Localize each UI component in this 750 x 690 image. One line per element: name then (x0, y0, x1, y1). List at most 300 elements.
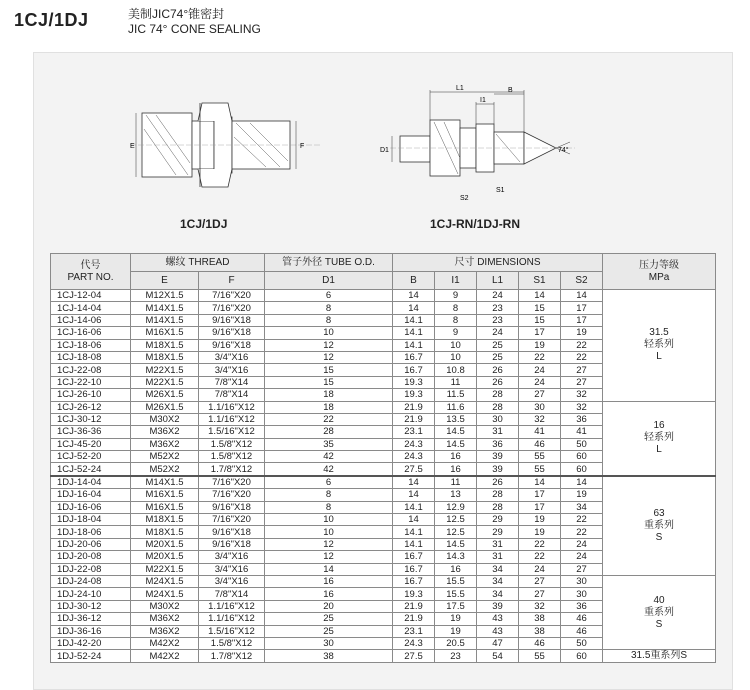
table-cell: 30 (561, 588, 603, 600)
header-e: E (131, 272, 199, 290)
table-cell: 22 (561, 526, 603, 538)
title-chinese: 美制JIC74°锥密封 (128, 7, 225, 21)
table-cell: 1CJ-26-12 (51, 401, 131, 413)
table-cell: 17 (519, 489, 561, 501)
table-cell: 28 (477, 501, 519, 513)
table-cell: 1DJ-16-04 (51, 489, 131, 501)
table-cell: 17 (561, 314, 603, 326)
table-row (51, 476, 716, 489)
table-cell: 16 (435, 451, 477, 463)
table-cell: M36X2 (131, 438, 199, 450)
table-cell: 31 (477, 551, 519, 563)
header-part-en: PART NO. (67, 271, 114, 283)
pressure-rating-cell: 31.5 轻系列 L (603, 290, 716, 402)
table-cell: 27.5 (393, 650, 435, 663)
label-f: F (300, 143, 305, 150)
table-cell: 14 (393, 302, 435, 314)
title-english: JIC 74° CONE SEALING (128, 22, 261, 36)
table-cell: 27 (561, 376, 603, 388)
table-cell: 19 (519, 339, 561, 351)
label-i1: I1 (480, 97, 486, 104)
table-cell: 14.1 (393, 526, 435, 538)
table-cell: 1CJ-52-24 (51, 463, 131, 476)
table-row (51, 575, 716, 587)
table-cell: 10 (435, 339, 477, 351)
pressure-rating-cell: 40 重系列 S (603, 575, 716, 649)
table-cell: 1.7/8"X12 (199, 650, 265, 663)
table-cell: 1CJ-18-08 (51, 351, 131, 363)
table-cell: 1CJ-16-06 (51, 327, 131, 339)
table-cell: 25 (265, 625, 393, 637)
table-cell: 1.1/16"X12 (199, 401, 265, 413)
table-cell: 24.3 (393, 438, 435, 450)
table-cell: 1DJ-36-16 (51, 625, 131, 637)
table-cell: M20X1.5 (131, 551, 199, 563)
table-cell: 7/16"X20 (199, 514, 265, 526)
label-s1: S1 (496, 187, 505, 194)
table-cell: 17 (561, 302, 603, 314)
table-cell: 25 (477, 351, 519, 363)
header-i1: I1 (435, 272, 477, 290)
table-cell: 1.1/16"X12 (199, 600, 265, 612)
table-cell: 28 (477, 489, 519, 501)
table-cell: 28 (477, 389, 519, 401)
table-cell: M18X1.5 (131, 351, 199, 363)
table-cell: 55 (519, 650, 561, 663)
table-cell: 39 (477, 600, 519, 612)
table-cell: 14 (561, 476, 603, 489)
table-cell: 1CJ-14-06 (51, 314, 131, 326)
table-cell: 12 (265, 339, 393, 351)
table-cell: 46 (519, 438, 561, 450)
table-cell: 13.5 (435, 413, 477, 425)
table-cell: 42 (265, 451, 393, 463)
table-cell: 8 (265, 302, 393, 314)
table-cell: 30 (477, 413, 519, 425)
table-cell: 19.3 (393, 389, 435, 401)
table-cell: M16X1.5 (131, 501, 199, 513)
table-cell: 24 (561, 538, 603, 550)
table-cell: 27 (519, 588, 561, 600)
table-cell: 60 (561, 451, 603, 463)
label-d1: D1 (380, 147, 389, 154)
table-cell: 1DJ-30-12 (51, 600, 131, 612)
table-cell: 22 (561, 351, 603, 363)
table-cell: 7/8"X14 (199, 588, 265, 600)
table-cell: 11.5 (435, 389, 477, 401)
table-cell: M14X1.5 (131, 302, 199, 314)
header-l1: L1 (477, 272, 519, 290)
table-cell: 8 (265, 314, 393, 326)
label-b: B (508, 87, 513, 94)
table-cell: 55 (519, 463, 561, 476)
table-cell: 6 (265, 476, 393, 489)
table-cell: 1DJ-22-08 (51, 563, 131, 575)
table-cell: 3/4"X16 (199, 563, 265, 575)
table-cell: 1CJ-45-20 (51, 438, 131, 450)
table-cell: 21.9 (393, 413, 435, 425)
table-cell: M36X2 (131, 625, 199, 637)
table-cell: 23.1 (393, 426, 435, 438)
table-cell: 46 (561, 613, 603, 625)
table-cell: 54 (477, 650, 519, 663)
table-cell: 17 (519, 501, 561, 513)
table-cell: 21.9 (393, 600, 435, 612)
table-cell: 36 (561, 600, 603, 612)
table-cell: M20X1.5 (131, 538, 199, 550)
table-cell: 1DJ-18-04 (51, 514, 131, 526)
series-code: 1CJ/1DJ (14, 10, 89, 30)
table-cell: 14.1 (393, 339, 435, 351)
header-part-no (51, 254, 131, 290)
table-cell: 12.9 (435, 501, 477, 513)
table-cell: 8 (265, 501, 393, 513)
right-figure-caption: 1CJ-RN/1DJ-RN (430, 217, 521, 231)
header-tube: 管子外径 TUBE O.D. (265, 254, 393, 272)
table-cell: 1DJ-20-06 (51, 538, 131, 550)
table-cell: 19.3 (393, 588, 435, 600)
table-cell: 14.1 (393, 327, 435, 339)
pressure-rating-cell: 31.5重系列S (603, 650, 716, 663)
table-cell: 47 (477, 637, 519, 649)
table-cell: 18 (265, 401, 393, 413)
table-cell: 24 (561, 551, 603, 563)
table-cell: 3/4"X16 (199, 575, 265, 587)
table-cell: 28 (477, 401, 519, 413)
table-cell: 14 (393, 290, 435, 302)
table-cell: 6 (265, 290, 393, 302)
table-cell: 14.3 (435, 551, 477, 563)
table-cell: 14 (519, 290, 561, 302)
table-cell: 25 (265, 613, 393, 625)
table-cell: M26X1.5 (131, 401, 199, 413)
straight-adaptor-drawing (130, 95, 320, 195)
table-cell: 30 (265, 637, 393, 649)
table-cell: 14.1 (393, 538, 435, 550)
table-row (51, 401, 716, 413)
table-cell: 29 (477, 514, 519, 526)
table-cell: M16X1.5 (131, 327, 199, 339)
table-cell: M22X1.5 (131, 376, 199, 388)
table-cell: 26 (477, 376, 519, 388)
table-cell: 14.5 (435, 538, 477, 550)
table-cell: 11 (435, 476, 477, 489)
table-cell: 32 (561, 389, 603, 401)
table-cell: 38 (519, 625, 561, 637)
table-cell: 15.5 (435, 575, 477, 587)
table-cell: 24 (477, 290, 519, 302)
table-cell: 1DJ-24-08 (51, 575, 131, 587)
table-cell: M52X2 (131, 451, 199, 463)
table-cell: 16 (435, 463, 477, 476)
table-cell: 32 (519, 600, 561, 612)
table-cell: 43 (477, 625, 519, 637)
table-cell: 16.7 (393, 575, 435, 587)
table-cell: 34 (477, 563, 519, 575)
table-cell: 19 (435, 625, 477, 637)
table-cell: 1DJ-36-12 (51, 613, 131, 625)
table-cell: 13 (435, 489, 477, 501)
table-cell: 21.9 (393, 613, 435, 625)
table-cell: 14 (519, 476, 561, 489)
table-cell: 7/16"X20 (199, 290, 265, 302)
table-body (51, 290, 716, 663)
table-cell: 9/16"X18 (199, 501, 265, 513)
table-cell: 26 (477, 476, 519, 489)
table-cell: 15 (519, 302, 561, 314)
table-cell: M26X1.5 (131, 389, 199, 401)
header-f: F (199, 272, 265, 290)
table-cell: 14 (265, 563, 393, 575)
table-cell: M52X2 (131, 463, 199, 476)
table-cell: 23 (477, 302, 519, 314)
table-cell: 18 (265, 389, 393, 401)
table-cell: 25 (477, 339, 519, 351)
table-cell: 16 (435, 563, 477, 575)
table-cell: 9/16"X18 (199, 327, 265, 339)
table-cell: 31 (477, 426, 519, 438)
table-cell: 14 (561, 290, 603, 302)
header-thread: 螺纹 THREAD (131, 254, 265, 272)
table-cell: 19 (561, 327, 603, 339)
table-cell: 50 (561, 637, 603, 649)
table-cell: 15 (265, 376, 393, 388)
label-s2: S2 (460, 195, 469, 202)
table-cell: 1.5/8"X12 (199, 637, 265, 649)
table-cell: 17 (519, 327, 561, 339)
table-cell: 1DJ-42-20 (51, 637, 131, 649)
table-cell: 9/16"X18 (199, 526, 265, 538)
table-cell: 1CJ-12-04 (51, 290, 131, 302)
table-cell: 19.3 (393, 376, 435, 388)
table-cell: 12 (265, 351, 393, 363)
header-d1: D1 (265, 272, 393, 290)
table-cell: 26 (477, 364, 519, 376)
nut-adaptor-drawing (380, 80, 580, 205)
table-cell: 11.6 (435, 401, 477, 413)
table-cell: 22 (519, 538, 561, 550)
table-cell: 1.5/16"X12 (199, 426, 265, 438)
table-cell: 12.5 (435, 514, 477, 526)
table-cell: 14 (393, 514, 435, 526)
table-cell: 38 (265, 650, 393, 663)
table-cell: 14.1 (393, 501, 435, 513)
table-cell: 10.8 (435, 364, 477, 376)
table-cell: 55 (519, 451, 561, 463)
table-cell: 24.3 (393, 637, 435, 649)
label-l1: L1 (456, 85, 464, 92)
table-cell: M22X1.5 (131, 563, 199, 575)
table-cell: 1CJ-30-12 (51, 413, 131, 425)
table-cell: 30 (561, 575, 603, 587)
table-cell: 38 (519, 613, 561, 625)
table-cell: M16X1.5 (131, 489, 199, 501)
table-cell: 34 (477, 575, 519, 587)
table-cell: 20 (265, 600, 393, 612)
table-cell: M24X1.5 (131, 588, 199, 600)
left-figure-caption: 1CJ/1DJ (180, 217, 228, 231)
table-cell: 24 (477, 327, 519, 339)
table-cell: M24X1.5 (131, 575, 199, 587)
table-cell: 1.1/16"X12 (199, 413, 265, 425)
table-cell: 27 (519, 389, 561, 401)
table-cell: 27 (519, 575, 561, 587)
table-cell: 8 (435, 302, 477, 314)
table-cell: 1DJ-24-10 (51, 588, 131, 600)
table-cell: M22X1.5 (131, 364, 199, 376)
table-cell: 11 (435, 376, 477, 388)
table-cell: 24 (519, 364, 561, 376)
table-cell: 32 (561, 401, 603, 413)
table-cell: 22 (561, 514, 603, 526)
table-cell: 14.1 (393, 314, 435, 326)
table-cell: M14X1.5 (131, 314, 199, 326)
pressure-rating-cell: 16 轻系列 L (603, 401, 716, 476)
table-cell: 1CJ-18-06 (51, 339, 131, 351)
table-cell: 3/4"X16 (199, 351, 265, 363)
table-cell: 27 (561, 563, 603, 575)
table-cell: 12 (265, 538, 393, 550)
table-cell: 1DJ-18-06 (51, 526, 131, 538)
table-cell: M42X2 (131, 637, 199, 649)
header-b: B (393, 272, 435, 290)
dimension-table (50, 253, 716, 663)
table-cell: 1DJ-16-06 (51, 501, 131, 513)
table-cell: 30 (519, 401, 561, 413)
table-cell: 16.7 (393, 364, 435, 376)
table-cell: 3/4"X16 (199, 364, 265, 376)
table-cell: 23.1 (393, 625, 435, 637)
table-cell: 27 (561, 364, 603, 376)
table-cell: 60 (561, 463, 603, 476)
table-cell: M14X1.5 (131, 476, 199, 489)
table-cell: 9/16"X18 (199, 339, 265, 351)
table-cell: 7/16"X20 (199, 302, 265, 314)
table-cell: 1.5/8"X12 (199, 438, 265, 450)
table-cell: 46 (561, 625, 603, 637)
table-cell: 8 (265, 489, 393, 501)
table-cell: 21.9 (393, 401, 435, 413)
table-cell: M36X2 (131, 613, 199, 625)
table-cell: 15 (519, 314, 561, 326)
table-cell: 16 (265, 575, 393, 587)
table-cell: 23 (477, 314, 519, 326)
table-cell: 1DJ-20-08 (51, 551, 131, 563)
table-cell: 17.5 (435, 600, 477, 612)
table-cell: 14 (393, 489, 435, 501)
table-cell: 1DJ-14-04 (51, 476, 131, 489)
table-cell: 34 (561, 501, 603, 513)
table-cell: 39 (477, 451, 519, 463)
header-s2: S2 (561, 272, 603, 290)
table-cell: 15 (265, 364, 393, 376)
table-cell: 10 (265, 526, 393, 538)
table-cell: 1CJ-14-04 (51, 302, 131, 314)
table-cell: 14 (393, 476, 435, 489)
table-cell: 3/4"X16 (199, 551, 265, 563)
table-cell: 8 (435, 314, 477, 326)
table-cell: 19 (519, 514, 561, 526)
table-cell: 19 (435, 613, 477, 625)
table-cell: 28 (265, 426, 393, 438)
table-cell: 9/16"X18 (199, 538, 265, 550)
table-cell: M30X2 (131, 600, 199, 612)
table-cell: 1.1/16"X12 (199, 613, 265, 625)
table-cell: 60 (561, 650, 603, 663)
pressure-rating-cell: 63 重系列 S (603, 476, 716, 576)
label-e: E (130, 143, 135, 150)
table-cell: 24.3 (393, 451, 435, 463)
table-cell: M18X1.5 (131, 526, 199, 538)
table-cell: 7/8"X14 (199, 376, 265, 388)
table-cell: 7/16"X20 (199, 489, 265, 501)
header-part-cn: 代号 (80, 259, 101, 271)
table-cell: 36 (561, 413, 603, 425)
table-cell: 1DJ-52-24 (51, 650, 131, 663)
table-cell: 16.7 (393, 563, 435, 575)
table-cell: 43 (477, 613, 519, 625)
table-cell: 22 (519, 551, 561, 563)
table-cell: 41 (561, 426, 603, 438)
table-cell: M42X2 (131, 650, 199, 663)
table-cell: 10 (265, 327, 393, 339)
table-cell: 22 (265, 413, 393, 425)
table-cell: M30X2 (131, 413, 199, 425)
table-row (51, 650, 716, 663)
table-cell: 1CJ-22-08 (51, 364, 131, 376)
table-cell: 14.5 (435, 438, 477, 450)
table-cell: 41 (519, 426, 561, 438)
table-cell: 32 (519, 413, 561, 425)
table-cell: 1.7/8"X12 (199, 463, 265, 476)
table-cell: 20.5 (435, 637, 477, 649)
table-cell: 14.5 (435, 426, 477, 438)
table-cell: 1CJ-36-36 (51, 426, 131, 438)
table-cell: 50 (561, 438, 603, 450)
table-cell: 12.5 (435, 526, 477, 538)
table-cell: 1CJ-26-10 (51, 389, 131, 401)
table-cell: 16 (265, 588, 393, 600)
table-cell: 9 (435, 327, 477, 339)
table-cell: 31 (477, 538, 519, 550)
table-cell: 7/8"X14 (199, 389, 265, 401)
table-cell: 9 (435, 290, 477, 302)
table-cell: 34 (477, 588, 519, 600)
table-cell: 22 (561, 339, 603, 351)
table-cell: 29 (477, 526, 519, 538)
table-cell: M18X1.5 (131, 514, 199, 526)
table-cell: 19 (561, 489, 603, 501)
table-cell: 27.5 (393, 463, 435, 476)
table-cell: 9/16"X18 (199, 314, 265, 326)
table-cell: M12X1.5 (131, 290, 199, 302)
table-cell: 1.5/8"X12 (199, 451, 265, 463)
table-cell: 15.5 (435, 588, 477, 600)
header-s1: S1 (519, 272, 561, 290)
table-cell: 10 (265, 514, 393, 526)
table-cell: 1CJ-52-20 (51, 451, 131, 463)
table-cell: 10 (435, 351, 477, 363)
table-cell: 46 (519, 637, 561, 649)
table-cell: 1.5/16"X12 (199, 625, 265, 637)
table-cell: 16.7 (393, 551, 435, 563)
table-cell: 7/16"X20 (199, 476, 265, 489)
table-cell: 42 (265, 463, 393, 476)
table-cell: 1CJ-22-10 (51, 376, 131, 388)
header-dims: 尺寸 DIMENSIONS (393, 254, 603, 272)
table-cell: 19 (519, 526, 561, 538)
table-cell: 23 (435, 650, 477, 663)
